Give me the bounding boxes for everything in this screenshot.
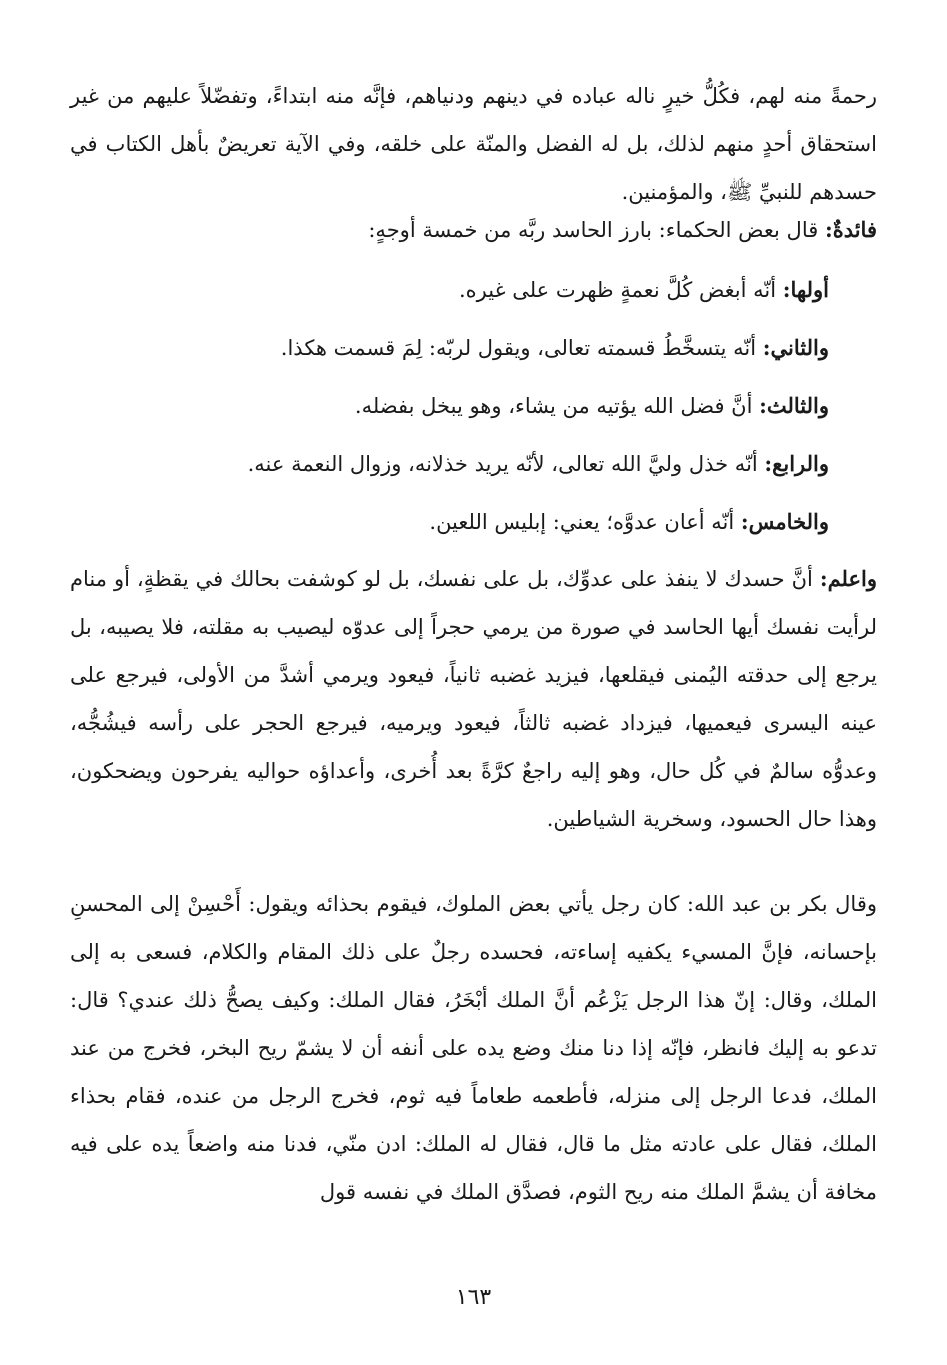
- know-label: واعلم:: [819, 566, 877, 591]
- know-paragraph: [70, 555, 877, 843]
- item-label: والثالث:: [759, 393, 829, 418]
- item-third: [70, 386, 829, 426]
- item-first: [70, 270, 829, 310]
- intro-text: رحمةً منه لهم، فكُلُّ خيرٍ ناله عباده في دينهم ودنياهم، فإنَّه منه ابتداءً، وتفضّلاً عليهم من غير استحقاق أحدٍ منهم لذلك، بل له الفضل والمنّة على خلقه، وفي الآية تعريضٌ بأهل الكتاب في حسدهم للنبيِّ ﷺ، والمؤمنين.: [70, 84, 877, 204]
- benefit-label: فائدةٌ:: [824, 217, 877, 242]
- page-number: ١٦٣: [455, 1285, 492, 1310]
- story-paragraph: [70, 880, 877, 1216]
- item-text: أنَّ فضل الله يؤتيه من يشاء، وهو يبخل بفضله.: [354, 394, 760, 418]
- know-text-paragraph: [70, 555, 877, 843]
- benefit-text: قال بعض الحكماء: بارز الحاسد ربَّه من خمسة أوجهٍ:: [368, 218, 825, 242]
- item-label: أولها:: [782, 277, 829, 302]
- benefit-line: [70, 210, 877, 250]
- item-label: والثاني:: [762, 335, 829, 360]
- intro-paragraph: [70, 72, 877, 216]
- benefit-paragraph: [70, 210, 877, 250]
- item-fourth: [70, 444, 829, 484]
- item-text: أنّه أعان عدوَّه؛ يعني: إبليس اللعين.: [429, 510, 741, 534]
- item-text: أنّه أبغض كُلَّ نعمةٍ ظهرت على غيره.: [458, 278, 783, 302]
- know-text: أنَّ حسدك لا ينفذ على عدوِّك، بل على نفسك، بل لو كوشفت بحالك في يقظةٍ، أو منام لرأيت نفسك أيها الحاسد في صورة من يرمي حجراً إلى عدوّه ليصيب به مقلته، فلا يصيبه، بل يرجع إلى حدقته اليُمنى فيقلعها، فيزيد غضبه ثانياً، فيعود ويرمي أشدَّ من الأولى، فيرجع على عينه اليسرى فيعميها، فيزداد غضبه ثالثاً، فيعود ويرميه، فيرجع الحجر على رأسه فيشُجُّه، وعدوُّه سالمٌ في كُل حال، وهو إليه راجعٌ كرَّةً بعد أُخرى، وأعداؤه حواليه يفرحون ويضحكون، وهذا حال الحسود، وسخرية الشياطين.: [70, 567, 877, 831]
- item-text: أنّه يتسخَّطُ قسمته تعالى، ويقول لربّه: لِمَ قسمت هكذا.: [280, 336, 763, 360]
- story-text: وقال بكر بن عبد الله: كان رجل يأتي بعض الملوك، فيقوم بحذائه ويقول: أَحْسِنْ إلى المحسنِ بإحسانه، فإنَّ المسيء يكفيه إساءته، فحسده رجلٌ على ذلك المقام والكلام، فسعى به إلى الملك، وقال: إنّ هذا الرجل يَزْعُم أنَّ الملك أبْخَرُ، فقال الملك: وكيف يصحُّ ذلك عندي؟ قال: تدعو به إليك فانظر، فإنّه إذا دنا منك وضع يده على أنفه أن لا يشمّ ريح البخر، فخرج من عند الملك، فدعا الرجل إلى منزله، فأطعمه طعاماً فيه ثوم، فخرج الرجل من عنده، فقام بحذاء الملك، فقال على عادته مثل ما قال، فقال له الملك: ادن منّي، فدنا منه واضعاً يده على فيه مخافة أن يشمَّ الملك منه ريح الثوم، فصدَّق الملك في نفسه قول: [70, 892, 877, 1204]
- item-second: [70, 328, 829, 368]
- item-label: والرابع:: [764, 451, 829, 476]
- item-label: والخامس:: [740, 509, 829, 534]
- item-text: أنّه خذل وليَّ الله تعالى، لأنّه يريد خذلانه، وزوال النعمة عنه.: [247, 452, 765, 476]
- item-fifth: [70, 502, 829, 542]
